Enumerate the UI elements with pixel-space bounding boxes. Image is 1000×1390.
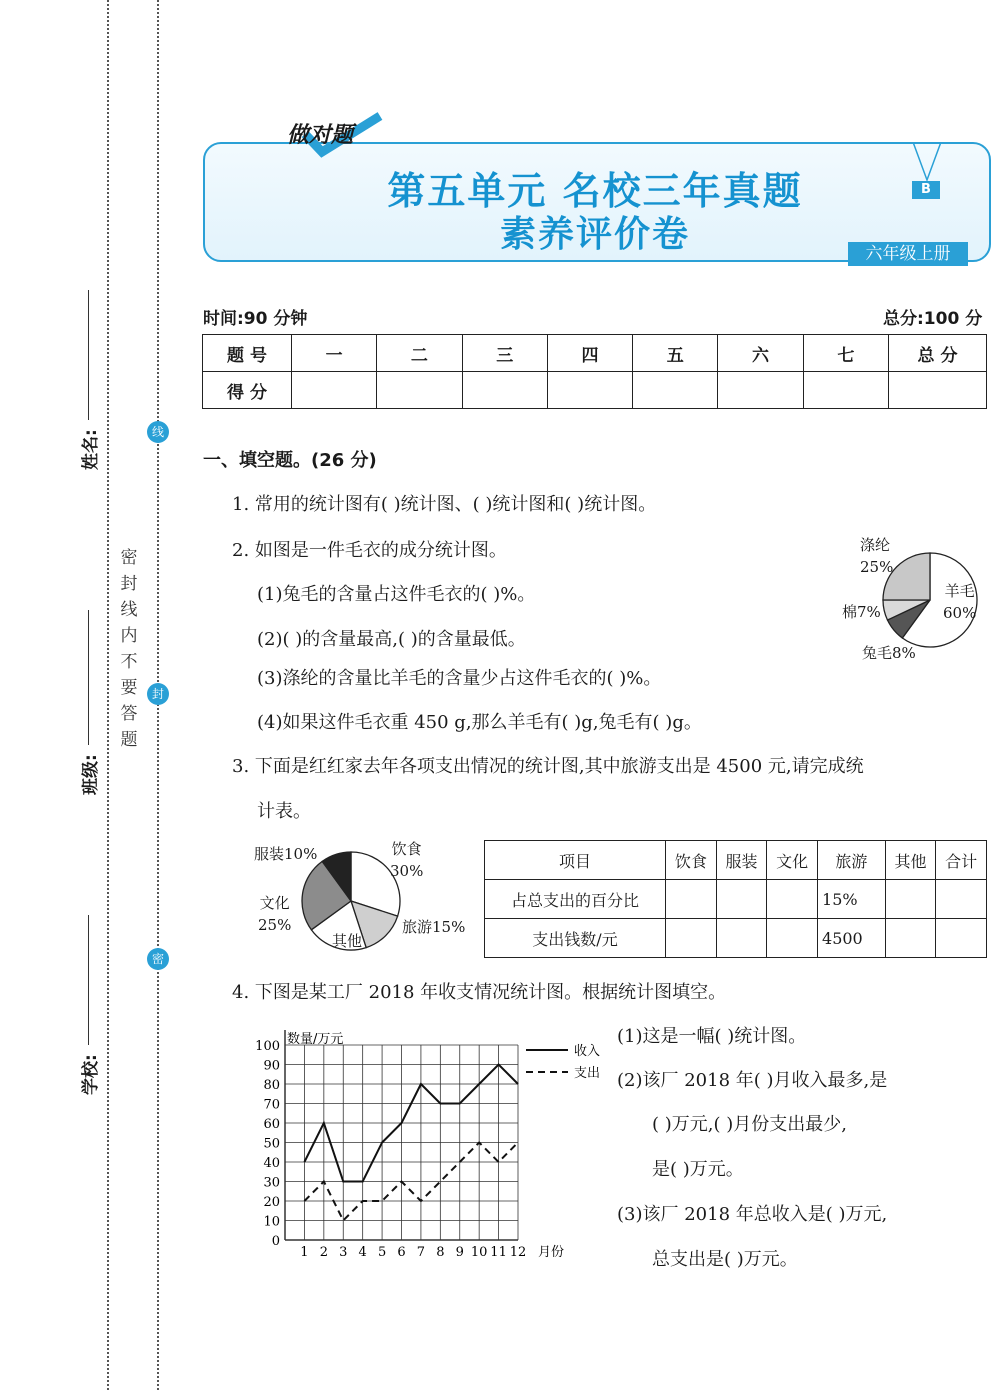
question-4-2: (2)该厂 2018 年( )月收入最多,是 bbox=[617, 1070, 888, 1091]
expense-header-cell: 文化 bbox=[767, 841, 818, 880]
y-tick-label: 30 bbox=[263, 1175, 280, 1191]
score-header-cell: 七 bbox=[803, 335, 888, 372]
y-tick-label: 50 bbox=[263, 1136, 280, 1152]
income-expense-line-chart bbox=[250, 1020, 620, 1265]
score-header-cell: 五 bbox=[633, 335, 718, 372]
score-header-cell: 二 bbox=[377, 335, 462, 372]
expense-header-cell: 服装 bbox=[716, 841, 767, 880]
y-tick-label: 80 bbox=[263, 1078, 280, 1093]
expense-input-cell[interactable] bbox=[666, 880, 717, 919]
expense-header-cell: 旅游 bbox=[818, 841, 886, 880]
score-header-cell: 六 bbox=[718, 335, 803, 372]
question-4: 4. 下图是某工厂 2018 年收支情况统计图。根据统计图填空。 bbox=[232, 982, 727, 1003]
grade-label: 六年级上册 bbox=[848, 242, 968, 266]
x-tick-label: 12 bbox=[509, 1245, 527, 1260]
expense-input-cell[interactable] bbox=[936, 919, 987, 958]
class-blank[interactable] bbox=[88, 610, 89, 745]
expense-input-cell[interactable] bbox=[716, 880, 767, 919]
pie-label-wool: 羊毛 60% bbox=[943, 582, 977, 622]
x-tick-label: 11 bbox=[490, 1245, 507, 1260]
legend-label: 收入 bbox=[574, 1044, 601, 1059]
score-input-cell[interactable] bbox=[633, 372, 718, 409]
question-2: 2. 如图是一件毛衣的成分统计图。 bbox=[232, 540, 507, 561]
x-tick-label: 4 bbox=[358, 1245, 367, 1260]
expense-header-cell: 项目 bbox=[485, 841, 666, 880]
score-header-cell: 一 bbox=[292, 335, 377, 372]
score-header-cell: 题 号 bbox=[203, 335, 292, 372]
expense-input-cell[interactable] bbox=[666, 919, 717, 958]
score-header-cell: 三 bbox=[462, 335, 547, 372]
pie-label-culture: 文化 25% bbox=[258, 894, 292, 934]
y-tick-label: 100 bbox=[255, 1039, 280, 1054]
expense-input-cell[interactable] bbox=[885, 880, 936, 919]
question-2-4: (4)如果这件毛衣重 450 g,那么羊毛有( )g,兔毛有( )g。 bbox=[257, 712, 702, 733]
expense-header-cell: 其他 bbox=[885, 841, 936, 880]
binding-dotted-line bbox=[107, 0, 109, 1390]
class-label: 班级: bbox=[81, 754, 101, 795]
y-tick-label: 90 bbox=[263, 1058, 280, 1074]
seal-circle-feng: 封 bbox=[147, 683, 169, 705]
x-axis-label: 月份 bbox=[538, 1245, 565, 1260]
name-blank[interactable] bbox=[88, 290, 89, 420]
expense-input-cell[interactable] bbox=[936, 880, 987, 919]
score-input-cell[interactable] bbox=[377, 372, 462, 409]
expense-row-label: 支出钱数/元 bbox=[485, 919, 666, 958]
pie-label-rabbit: 兔毛8% bbox=[862, 644, 916, 662]
x-tick-label: 2 bbox=[319, 1245, 328, 1260]
question-3: 3. 下面是红红家去年各项支出情况的统计图,其中旅游支出是 4500 元,请完成统 bbox=[232, 756, 864, 777]
y-tick-label: 0 bbox=[271, 1234, 280, 1249]
x-tick-label: 5 bbox=[377, 1245, 387, 1260]
y-tick-label: 10 bbox=[263, 1214, 280, 1230]
y-tick-label: 60 bbox=[263, 1117, 280, 1132]
question-4-2-end: 是( )万元。 bbox=[652, 1159, 744, 1180]
seal-circle-mi: 密 bbox=[147, 948, 169, 970]
legend-label: 支出 bbox=[574, 1066, 601, 1081]
question-2-1: (1)兔毛的含量占这件毛衣的( )%。 bbox=[257, 584, 536, 605]
x-tick-label: 1 bbox=[300, 1245, 309, 1260]
expense-value-cell: 15% bbox=[818, 880, 886, 919]
question-3-cont: 计表。 bbox=[257, 801, 311, 822]
question-2-2: (2)( )的含量最高,( )的含量最低。 bbox=[257, 629, 526, 650]
expense-header-cell: 合计 bbox=[936, 841, 987, 880]
score-row-label: 得 分 bbox=[203, 372, 292, 409]
score-header-cell: 总 分 bbox=[889, 335, 987, 372]
x-tick-label: 7 bbox=[416, 1245, 426, 1260]
y-tick-label: 70 bbox=[263, 1097, 280, 1113]
question-1: 1. 常用的统计图有( )统计图、( )统计图和( )统计图。 bbox=[232, 494, 657, 515]
expense-input-cell[interactable] bbox=[885, 919, 936, 958]
tag-string-icon bbox=[905, 142, 949, 184]
pie-label-polyester: 涤纶 25% bbox=[860, 536, 894, 576]
expense-input-cell[interactable] bbox=[767, 919, 818, 958]
pie-label-clothing: 服装10% bbox=[254, 845, 318, 863]
school-blank[interactable] bbox=[88, 915, 89, 1045]
score-input-cell[interactable] bbox=[292, 372, 377, 409]
score-header-cell: 四 bbox=[547, 335, 632, 372]
expense-value-cell: 4500 bbox=[818, 919, 886, 958]
seal-circle-xian: 线 bbox=[147, 421, 169, 443]
expense-input-cell[interactable] bbox=[716, 919, 767, 958]
seal-note: 密封线内不要答题 bbox=[120, 548, 138, 750]
pie-label-other: 其他 bbox=[332, 932, 363, 950]
question-2-3: (3)涤纶的含量比羊毛的含量少占这件毛衣的( )%。 bbox=[257, 668, 662, 689]
expense-input-cell[interactable] bbox=[767, 880, 818, 919]
expense-row-label: 占总支出的百分比 bbox=[485, 880, 666, 919]
expense-table bbox=[484, 840, 987, 958]
pie-label-cotton: 棉7% bbox=[842, 603, 881, 621]
score-input-cell[interactable] bbox=[462, 372, 547, 409]
x-tick-label: 6 bbox=[397, 1245, 406, 1260]
exam-time: 时间:90 分钟 bbox=[203, 309, 308, 329]
section-heading: 一、填空题。(26 分) bbox=[203, 450, 377, 471]
question-4-1: (1)这是一幅( )统计图。 bbox=[617, 1026, 807, 1047]
pie-label-travel: 旅游15% bbox=[402, 918, 466, 936]
score-input-cell[interactable] bbox=[718, 372, 803, 409]
expense-header-cell: 饮食 bbox=[666, 841, 717, 880]
y-axis-label: 数量/万元 bbox=[287, 1032, 344, 1047]
question-4-2-cont: ( )万元,( )月份支出最少, bbox=[652, 1114, 847, 1135]
name-label: 姓名: bbox=[81, 429, 101, 470]
x-tick-label: 3 bbox=[339, 1245, 348, 1260]
score-table bbox=[202, 334, 987, 409]
score-input-cell[interactable] bbox=[803, 372, 888, 409]
question-4-3: (3)该厂 2018 年总收入是( )万元, bbox=[617, 1204, 888, 1225]
x-tick-label: 10 bbox=[470, 1245, 488, 1260]
school-label: 学校: bbox=[81, 1054, 101, 1095]
page-title: 第五单元 名校三年真题 bbox=[387, 169, 803, 213]
page-subtitle: 素养评价卷 bbox=[499, 214, 690, 255]
x-tick-label: 8 bbox=[436, 1245, 445, 1260]
score-input-cell[interactable] bbox=[547, 372, 632, 409]
score-input-cell[interactable] bbox=[889, 372, 987, 409]
pie-label-food: 饮食 30% bbox=[390, 840, 424, 880]
total-score: 总分:100 分 bbox=[883, 309, 983, 329]
question-4-3-cont: 总支出是( )万元。 bbox=[652, 1249, 798, 1270]
badge-label: 做对题 bbox=[287, 123, 354, 148]
x-tick-label: 9 bbox=[455, 1245, 464, 1260]
y-tick-label: 40 bbox=[263, 1156, 280, 1171]
version-tag: B bbox=[912, 181, 940, 199]
y-tick-label: 20 bbox=[263, 1195, 280, 1210]
